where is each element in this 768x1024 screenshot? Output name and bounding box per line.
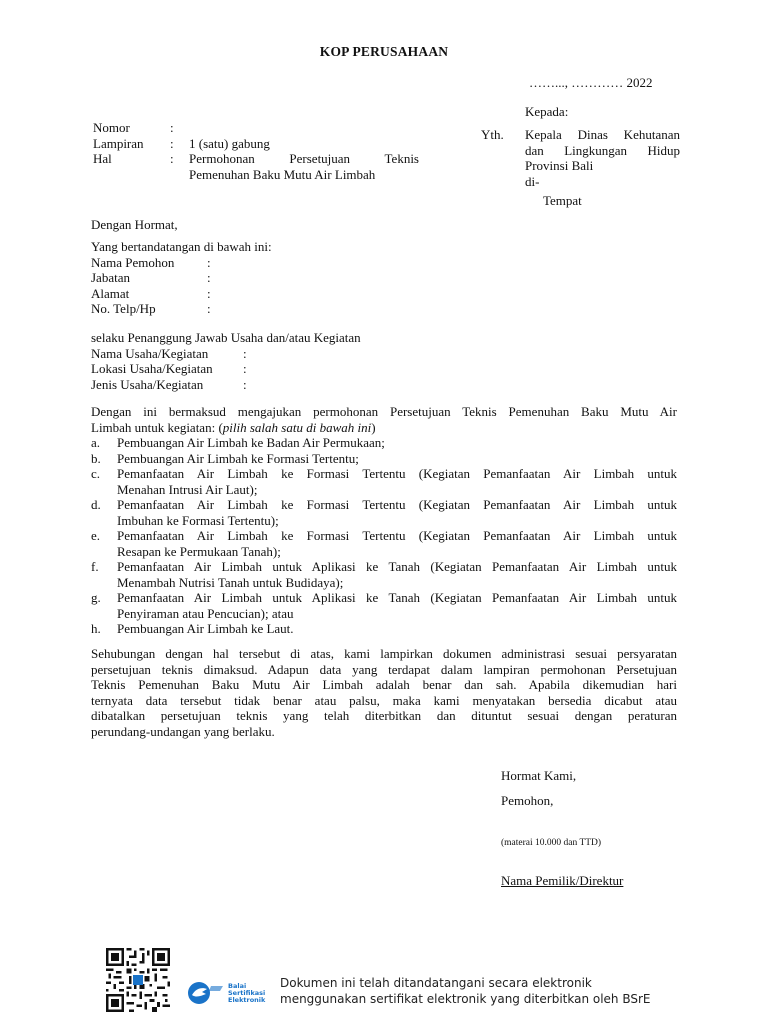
subject-line: Pemenuhan Baku Mutu Air Limbah: [189, 166, 376, 182]
paragraph-line: perundang-undangan yang berlaku.: [91, 723, 275, 739]
list-letter: e.: [91, 528, 101, 543]
closing-regards: Hormat Kami,: [501, 768, 577, 783]
meta-colon: :: [170, 135, 174, 151]
bsre-logo: [187, 980, 265, 1006]
meta-value-subject: [189, 151, 419, 182]
list-letter: a.: [91, 435, 101, 450]
form-row: [91, 361, 677, 377]
field-label: No. Telp/Hp: [91, 301, 156, 316]
paragraph-line: ternyata data tersebut tidak benar atau palsu, maka kami menyatakan bersedia dicabut atau: [91, 692, 677, 708]
field-label: Alamat: [91, 285, 130, 301]
option-line: Pembuangan Air Limbah ke Badan Air Permukaan;: [117, 435, 385, 450]
form-row: [91, 377, 677, 393]
field-colon: :: [243, 376, 247, 392]
field-label: Jabatan: [91, 270, 130, 285]
recipient-line: di-: [525, 173, 540, 189]
bsre-emblem-icon: [187, 980, 225, 1006]
option-line: Pemanfaatan Air Limbah ke Formasi Tertentu (Kegiatan Pemanfaatan Air Limbah untuk: [117, 497, 677, 512]
option-line: Menambah Nutrisi Tanah untuk Budidaya);: [117, 574, 344, 590]
greeting: Dengan Hormat,: [91, 217, 178, 232]
meta-row-lampiran: [93, 136, 419, 152]
list-item: [91, 528, 677, 559]
field-colon: :: [207, 254, 211, 270]
list-letter: h.: [91, 621, 101, 636]
recipient-address: [525, 127, 680, 209]
field-label: Jenis Usaha/Kegiatan: [91, 376, 204, 392]
list-item: [91, 559, 677, 590]
field-colon: :: [207, 270, 211, 285]
option-line: Pemanfaatan Air Limbah untuk Aplikasi ke Tanah (Kegiatan Pemanfaatan Air Limbah untuk: [117, 590, 677, 605]
list-letter: c.: [91, 466, 101, 481]
subject-line: Permohonan Persetujuan Teknis: [189, 151, 419, 166]
form-row: [91, 255, 677, 271]
option-line: Penyiraman atau Pencucian); atau: [117, 605, 294, 621]
meta-value: 1 (satu) gabung: [189, 135, 270, 151]
meta-value: [189, 120, 419, 136]
esign-notice-line: Dokumen ini telah ditandatangani secara elektronik: [280, 976, 592, 990]
request-text: ): [371, 419, 376, 435]
paragraph-line: Teknis Pemenuhan Baku Mutu Air Limbah adalah benar dan sah. Apabila dikemudian hari: [91, 677, 677, 692]
meta-label: Lampiran: [93, 135, 144, 151]
request-text: Limbah untuk kegiatan: (: [91, 419, 223, 435]
form-row: [91, 301, 677, 317]
request-instruction: pilih salah satu di bawah ini: [222, 419, 372, 435]
option-line: Menahan Intrusi Air Laut);: [117, 481, 258, 497]
list-letter: b.: [91, 450, 101, 466]
closing-role: Pemohon,: [501, 793, 554, 808]
recipient-line: dan Lingkungan Hidup: [525, 142, 680, 158]
option-line: Resapan ke Permukaan Tanah);: [117, 543, 281, 559]
field-colon: :: [207, 301, 211, 316]
request-section: [91, 404, 677, 637]
meta-label: Nomor: [93, 120, 130, 135]
recipient-salutation: Yth.: [481, 127, 504, 142]
option-line: Pemanfaatan Air Limbah ke Formasi Tertentu (Kegiatan Pemanfaatan Air Limbah untuk: [117, 528, 677, 543]
list-item: [91, 435, 677, 451]
form-row: [91, 270, 677, 286]
business-section: [91, 330, 677, 392]
list-item: [91, 621, 677, 637]
recipient-line: Tempat: [543, 193, 582, 208]
recipient-line: Kepala Dinas Kehutanan: [525, 127, 680, 142]
field-label: Nama Pemohon: [91, 254, 175, 270]
letterhead-title: KOP PERUSAHAAN: [319, 44, 449, 59]
list-item: [91, 497, 677, 528]
list-item: [91, 590, 677, 621]
applicant-section: [91, 239, 677, 317]
business-intro: selaku Penanggung Jawab Usaha dan/atau Kegiatan: [91, 330, 361, 345]
logo-text-line: Sertifikasi: [228, 988, 266, 997]
logo-text-line: Balai: [228, 981, 247, 990]
materai-note: (materai 10.000 dan TTD): [501, 838, 602, 848]
field-label: Lokasi Usaha/Kegiatan: [91, 361, 213, 376]
option-line: Pembuangan Air Limbah ke Formasi Tertentu;: [117, 450, 359, 466]
meta-row-nomor: [93, 120, 419, 136]
recipient-line: Provinsi Bali: [525, 158, 594, 173]
list-letter: f.: [91, 559, 99, 574]
meta-row-hal: [93, 151, 419, 182]
applicant-intro: Yang bertandatangan di bawah ini:: [91, 239, 272, 254]
recipient-label: Kepada:: [525, 104, 569, 119]
option-line: Imbuhan ke Formasi Tertentu);: [117, 512, 279, 528]
bsre-logo-text: [228, 983, 265, 1004]
logo-text-line: Elektronik: [228, 995, 266, 1004]
signer-name: Nama Pemilik/Direktur: [501, 873, 624, 888]
field-label: Nama Usaha/Kegiatan: [91, 345, 209, 361]
request-line: [91, 420, 677, 436]
esign-notice-line: menggunakan sertifikat elektronik yang diterbitkan oleh BSrE: [280, 992, 651, 1006]
list-letter: d.: [91, 497, 101, 512]
field-colon: :: [243, 345, 247, 361]
option-line: Pemanfaatan Air Limbah untuk Aplikasi ke Tanah (Kegiatan Pemanfaatan Air Limbah untuk: [117, 559, 677, 574]
field-colon: :: [207, 285, 211, 301]
paragraph-line: Sehubungan dengan hal tersebut di atas, kami lampirkan dokumen administrasi sesuai persyaratan: [91, 646, 677, 661]
field-colon: :: [243, 361, 247, 376]
paragraph-line: persetujuan teknis dimaksud. Adapun data yang terdapat dalam lampiran permohonan Persetujuan: [91, 661, 677, 677]
paragraph-line: dibatalkan persetujuan teknis yang telah diterbitkan dan dituntut sesuai dengan peraturan: [91, 708, 677, 723]
option-line: Pemanfaatan Air Limbah ke Formasi Tertentu (Kegiatan Pemanfaatan Air Limbah untuk: [117, 466, 677, 481]
meta-colon: :: [170, 120, 174, 135]
meta-label: Hal: [93, 151, 112, 166]
list-item: [91, 466, 677, 497]
request-line: Dengan ini bermaksud mengajukan permohonan Persetujuan Teknis Pemenuhan Baku Mutu Air: [91, 404, 677, 419]
list-item: [91, 451, 677, 467]
option-line: Pembuangan Air Limbah ke Laut.: [117, 621, 294, 636]
meta-colon: :: [170, 151, 174, 166]
esign-notice: [280, 975, 651, 1007]
form-row: [91, 286, 677, 302]
list-letter: g.: [91, 590, 101, 605]
qr-code-icon: [106, 948, 170, 1012]
closing-paragraph: [91, 646, 677, 739]
letter-meta: [93, 120, 419, 182]
letter-date: ……..., ………… 2022: [529, 75, 653, 90]
form-row: [91, 346, 677, 362]
